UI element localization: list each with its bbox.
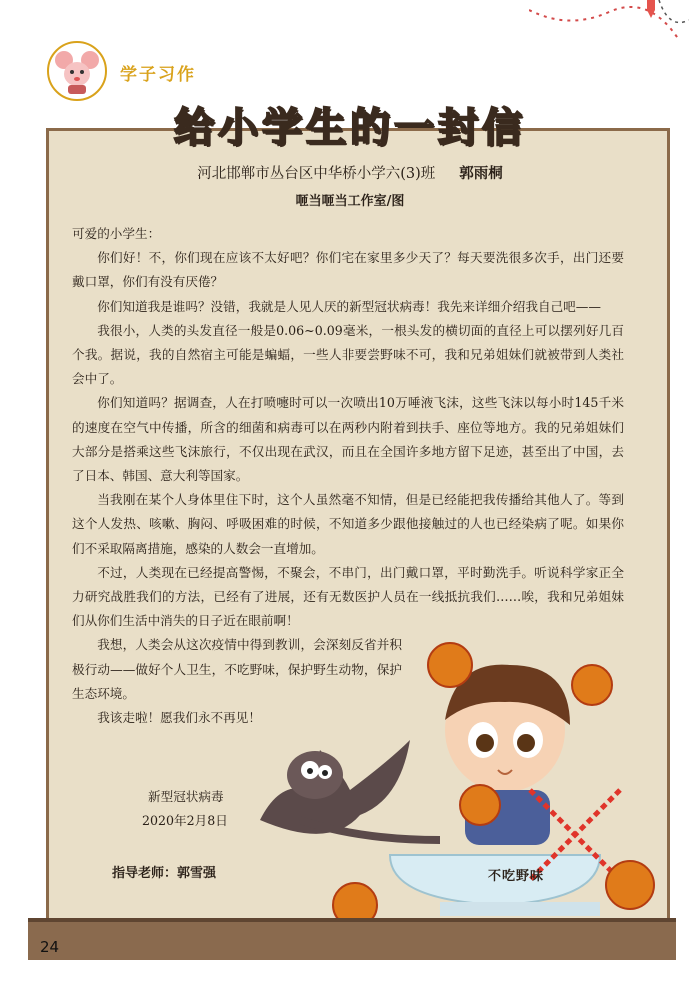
- paragraph: 我想，人类会从这次疫情中得到教训，会深刻反省并积极行动——做好个人卫生，不吃野味，保护野生动物，保护生态环境。: [72, 637, 402, 701]
- illustration-credit: 咂当咂当工作室/图: [295, 194, 405, 209]
- paragraph: 你们好！不，你们现在应该不太好吧？你们宅在家里多少天了？每天要洗很多次手，出门还要戴口罩，你们有没有厌倦？: [72, 250, 624, 290]
- byline: [120, 162, 580, 183]
- page-number: 24: [40, 938, 60, 956]
- teacher-credit: 指导老师：郭雪强: [112, 866, 217, 881]
- paragraph: 当我刚在某个人身体里住下时，这个人虽然毫不知情，但是已经能把我传播给其他人了。等到这个人发热、咳嗽、胸闷、呼吸困难的时候，不知道多少跟他接触过的人也已经染病了呢。如果你们不采取隔离措施，感染的人数会一直增加。: [72, 492, 624, 556]
- paragraph: 不过，人类现在已经提高警惕，不聚会，不串门，出门戴口罩，平时勤洗手。听说科学家正全力研究战胜我们的方法，已经有了进展，还有无数医护人员在一线抵抗我们……唉，我和兄弟姐妹们从你们生活中消失的日子近在眼前啊！: [72, 564, 624, 629]
- signature-name: 新型冠状病毒: [148, 789, 224, 804]
- dotted-path-decoration: [529, 0, 689, 70]
- paragraph: 我该走啦！愿我们永不再见！: [97, 710, 261, 726]
- signature-date: 2020年2月8日: [142, 813, 228, 828]
- author-name: 郭雨桐: [459, 166, 503, 182]
- section-label: 学子习作: [120, 65, 196, 85]
- wooden-shelf: [28, 918, 676, 960]
- article-title: 给小学生的一封信: [174, 104, 526, 151]
- paragraph: 我很小，人类的头发直径一般是0.06~0.09毫米，一根头发的横切面的直径上可以摆列好几百个我。据说，我的自然宿主可能是蝙蝠，一些人非要尝野味不可，我和兄弟姐妹们就被带到人类社会中了。: [72, 322, 624, 387]
- map-pin-icon: [647, 0, 655, 18]
- letter-greeting: 可爱的小学生：: [72, 226, 161, 241]
- bat-icon: [260, 740, 440, 840]
- school-name: 河北邯郸市丛台区中华桥小学六(3)班: [197, 166, 436, 182]
- illustration-caption: 不吃野味: [488, 869, 545, 884]
- mouse-mascot-icon: [46, 40, 108, 102]
- illustration-boy-bat-virus: [240, 640, 680, 930]
- paragraph: 你们知道我是谁吗？没错，我就是人见人厌的新型冠状病毒！我先来详细介绍我自己吧——: [97, 298, 601, 314]
- paragraph: 你们知道吗？据调查，人在打喷嚏时可以一次喷出10万唾液飞沫，这些飞沫以每小时145千米的速度在空气中传播，所含的细菌和病毒可以在两秒内附着到扶手、座位等地方。我的兄弟姐妹们大部分是搭乘这些飞沫旅行，不仅出现在武汉，而且在全国许多地方留下足迹，甚至出了中国，去了日本、韩国、意大利等国家。: [72, 395, 624, 484]
